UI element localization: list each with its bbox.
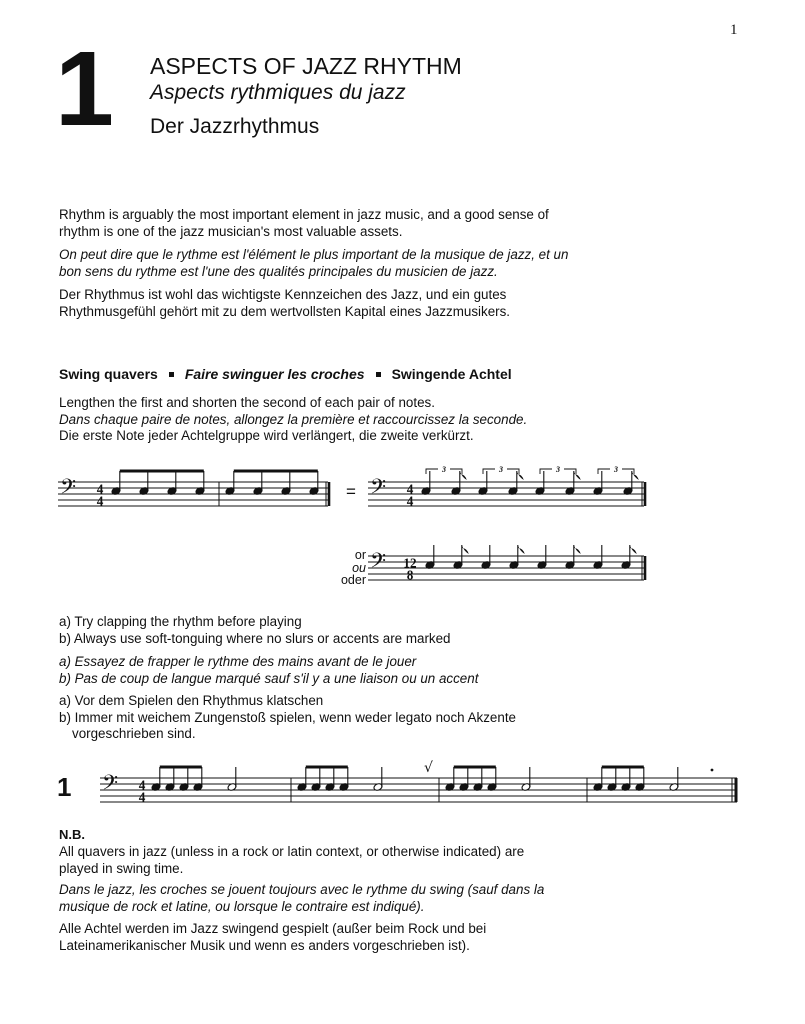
nb-fr-line-1: Dans le jazz, les croches se jouent toujours avec le rythme du swing (sauf dans la xyxy=(59,882,545,897)
bullet-separator xyxy=(169,372,174,377)
note-flag xyxy=(630,545,637,554)
chapter-title-en: ASPECTS OF JAZZ RHYTHM xyxy=(150,53,462,79)
time-signature-denominator: 4 xyxy=(138,789,146,805)
tip-en-a: a) Try clapping the rhythm before playing xyxy=(59,614,302,629)
triplet-number: 3 xyxy=(442,465,446,474)
intro-de-line-1: Der Rhythmus ist wohl das wichtigste Kennzeichen des Jazz, und ein gutes xyxy=(59,287,507,302)
chapter-title-fr: Aspects rythmiques du jazz xyxy=(150,81,406,104)
tip-de-b-2: vorgeschrieben sind. xyxy=(72,726,196,741)
or-label-en: or xyxy=(354,548,366,562)
section-heading-de: Swingende Achtel xyxy=(391,366,512,382)
exercise-number: 1 xyxy=(57,772,72,802)
section-heading-fr: Faire swinguer les croches xyxy=(184,366,365,382)
tips-en xyxy=(59,614,579,647)
breath-mark-icon: √ xyxy=(424,760,433,776)
section-heading xyxy=(59,366,512,382)
nb-paragraph-de xyxy=(59,921,599,954)
triplet-number: 3 xyxy=(556,465,560,474)
page-number: 1 xyxy=(730,22,738,38)
staff-straight-quavers xyxy=(58,470,338,520)
chapter-title-de: Der Jazzrhythmus xyxy=(150,115,320,138)
note-flag xyxy=(632,471,639,480)
or-labels xyxy=(328,549,366,587)
time-signature-denominator: 4 xyxy=(96,493,104,509)
or-label-fr: ou xyxy=(352,560,366,575)
bass-clef-icon: 𝄢 xyxy=(370,474,387,504)
note-flag xyxy=(460,471,467,480)
instruction-de: Die erste Note jeder Achtelgruppe wird verlängert, die zweite verkürzt. xyxy=(59,428,474,443)
time-signature-compound-numerator: 12 xyxy=(403,555,417,571)
nb-de-line-1: Alle Achtel werden im Jazz swingend gespielt (außer beim Rock und bei xyxy=(59,921,487,936)
intro-fr-line-2: bon sens du rythme est l'une des qualités principales du musicien de jazz. xyxy=(59,263,498,279)
note-flag xyxy=(462,545,469,554)
time-signature-compound-denominator: 8 xyxy=(406,567,414,583)
staff-swing-triplets xyxy=(368,465,658,520)
tip-fr-a: a) Essayez de frapper le rythme des mains avant de le jouer xyxy=(59,654,417,669)
note-flag xyxy=(574,545,581,554)
intro-en-line-1: Rhythm is arguably the most important element in jazz music, and a good sense of xyxy=(59,207,549,222)
time-signature-numerator: 4 xyxy=(138,777,146,793)
intro-paragraph-fr xyxy=(59,247,599,280)
nb-fr-line-2: musique de rock et latine, ou lorsque le contraire est indiqué). xyxy=(59,898,425,914)
tip-de-a: a) Vor dem Spielen den Rhythmus klatschen xyxy=(59,693,324,708)
nb-paragraph-en xyxy=(59,844,599,877)
triplet-number: 3 xyxy=(614,465,618,474)
staff-compound-12-8 xyxy=(368,550,658,590)
instruction-fr: Dans chaque paire de notes, allongez la première et raccourcissez la seconde. xyxy=(59,411,528,427)
bullet-separator xyxy=(376,372,381,377)
tips-fr xyxy=(59,654,579,687)
intro-de-line-2: Rhythmusgefühl gehört mit zu dem wertvollsten Kapital eines Jazzmusikers. xyxy=(59,303,511,319)
time-signature-numerator: 4 xyxy=(406,481,414,497)
intro-fr-line-1: On peut dire que le rythme est l'élément le plus important de la musique de jazz, et un xyxy=(59,247,569,262)
tip-en-b: b) Always use soft-tonguing where no slurs or accents are marked xyxy=(59,630,451,646)
nb-en-line-2: played in swing time. xyxy=(59,860,184,876)
instruction-en: Lengthen the first and shorten the second of each pair of notes. xyxy=(59,395,435,410)
intro-paragraph-de xyxy=(59,287,599,320)
staff-exercise-1 xyxy=(100,758,740,818)
bass-clef-icon: 𝄢 xyxy=(370,548,387,578)
note-flag xyxy=(518,545,525,554)
intro-en-line-2: rhythm is one of the jazz musician's most valuable assets. xyxy=(59,223,403,239)
time-signature-numerator: 4 xyxy=(96,481,104,497)
instruction-block xyxy=(59,395,599,445)
note-flag xyxy=(517,471,524,480)
or-label-de: oder xyxy=(340,573,366,587)
tips-de xyxy=(59,693,579,743)
nb-de-line-2: Lateinamerikanischer Musik und wenn es anders vorgeschrieben ist). xyxy=(59,937,470,953)
nb-en-line-1: All quavers in jazz (unless in a rock or latin context, or otherwise indicated) are xyxy=(59,844,525,859)
tip-de-b-1: b) Immer mit weichem Zungenstoß spielen, wenn weder legato noch Akzente xyxy=(59,709,516,725)
bass-clef-icon: 𝄢 xyxy=(102,770,119,800)
time-signature-denominator: 4 xyxy=(406,493,414,509)
triplet-number: 3 xyxy=(499,465,503,474)
equals-sign: = xyxy=(346,482,356,501)
section-heading-en: Swing quavers xyxy=(59,366,158,382)
nb-paragraph-fr xyxy=(59,882,599,915)
chapter-number: 1 xyxy=(55,30,112,148)
augmentation-dot xyxy=(711,769,714,772)
nb-heading: N.B. xyxy=(59,827,85,842)
tip-fr-b: b) Pas de coup de langue marqué sauf s'il y a une liaison ou un accent xyxy=(59,670,479,686)
bass-clef-icon: 𝄢 xyxy=(60,474,77,504)
note-flag xyxy=(574,471,581,480)
intro-paragraph-en xyxy=(59,207,599,240)
